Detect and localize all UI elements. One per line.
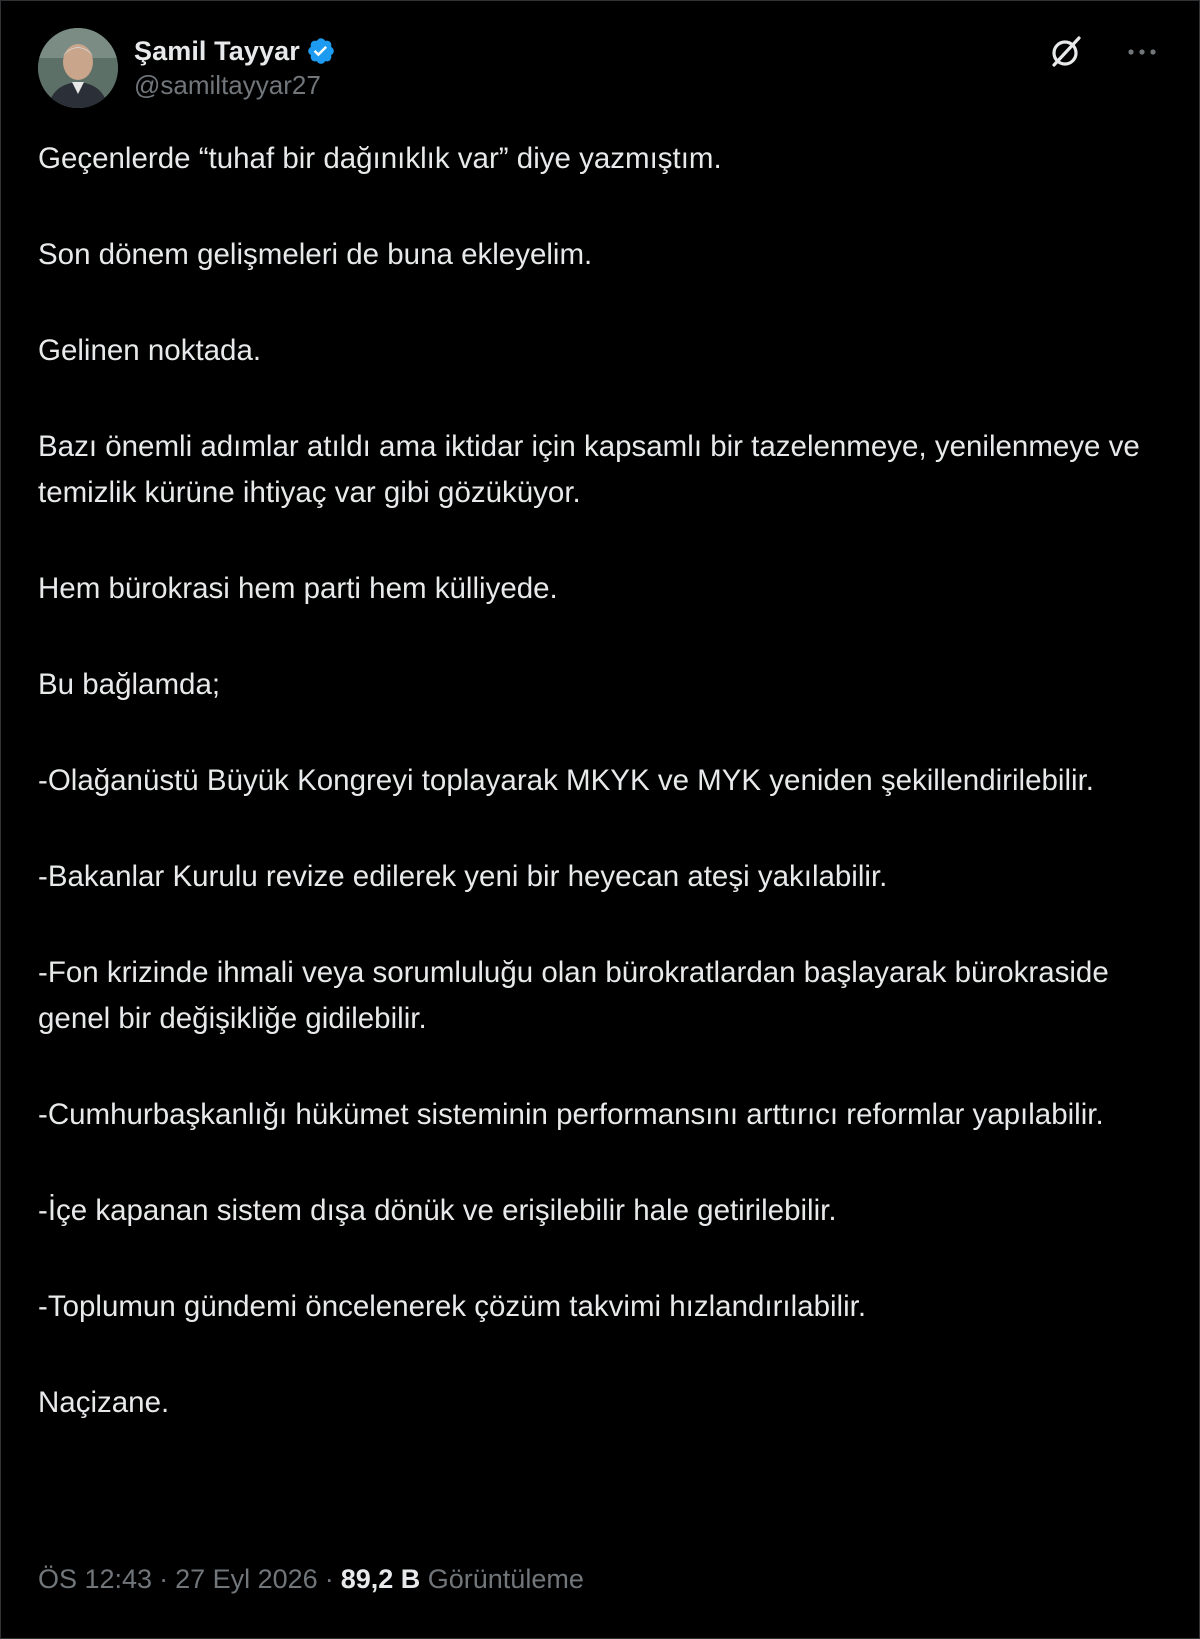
post-paragraph: Hem bürokrasi hem parti hem külliyede.: [38, 572, 558, 605]
post-header: [38, 28, 1168, 108]
author-display-name[interactable]: Şamil Tayyar: [134, 35, 300, 66]
avatar[interactable]: [38, 28, 118, 108]
post-paragraph: Bu bağlamda;: [38, 668, 221, 701]
author-handle[interactable]: @samiltayyar27: [134, 70, 321, 100]
verified-badge-icon[interactable]: [306, 36, 336, 66]
post-date[interactable]: 27 Eyl 2026: [175, 1564, 318, 1594]
author-name-row: [134, 34, 336, 68]
post-paragraph: -Toplumun gündemi öncelenerek çözüm takvimi hızlandırılabilir.: [38, 1290, 867, 1323]
post-paragraph: -Bakanlar Kurulu revize edilerek yeni bir heyecan ateşi yakılabilir.: [38, 860, 888, 893]
meta-separator: ·: [324, 1564, 334, 1594]
views-label: Görüntüleme: [427, 1564, 584, 1594]
post-paragraph: Naçizane.: [38, 1386, 170, 1419]
views-count: 89,2 B: [340, 1564, 421, 1594]
post-time[interactable]: ÖS 12:43: [38, 1564, 153, 1594]
post-body: [38, 136, 1173, 1476]
post-paragraph: -Olağanüstü Büyük Kongreyi toplayarak MKYK ve MYK yeniden şekillendirilebilir.: [38, 764, 1094, 797]
post-paragraph: Bazı önemli adımlar atıldı ama iktidar için kapsamlı bir tazelenmeye, yenilenmeye ve temizlik kürüne ihtiyaç var gibi gözüküyor.: [38, 430, 1149, 509]
post-meta: [38, 1564, 584, 1595]
post-paragraph: Geçenlerde “tuhaf bir dağınıklık var” diye yazmıştım.: [38, 142, 722, 175]
post-paragraph: -Cumhurbaşkanlığı hükümet sisteminin performansını arttırıcı reformlar yapılabilir.: [38, 1098, 1104, 1131]
grok-icon[interactable]: [1046, 32, 1086, 72]
post-paragraph: Gelinen noktada.: [38, 334, 262, 367]
meta-separator: ·: [159, 1564, 169, 1594]
post-paragraph: -Fon krizinde ihmali veya sorumluluğu olan bürokratlardan başlayarak bürokraside genel bir değişikliğe gidilebilir.: [38, 956, 1117, 1035]
avatar-image: [38, 28, 118, 108]
more-options-icon[interactable]: [1124, 32, 1160, 72]
post-paragraph: Son dönem gelişmeleri de buna ekleyelim.: [38, 238, 593, 271]
author-block: [134, 34, 336, 101]
post-paragraph: -İçe kapanan sistem dışa dönük ve erişilebilir hale getirilebilir.: [38, 1194, 837, 1227]
